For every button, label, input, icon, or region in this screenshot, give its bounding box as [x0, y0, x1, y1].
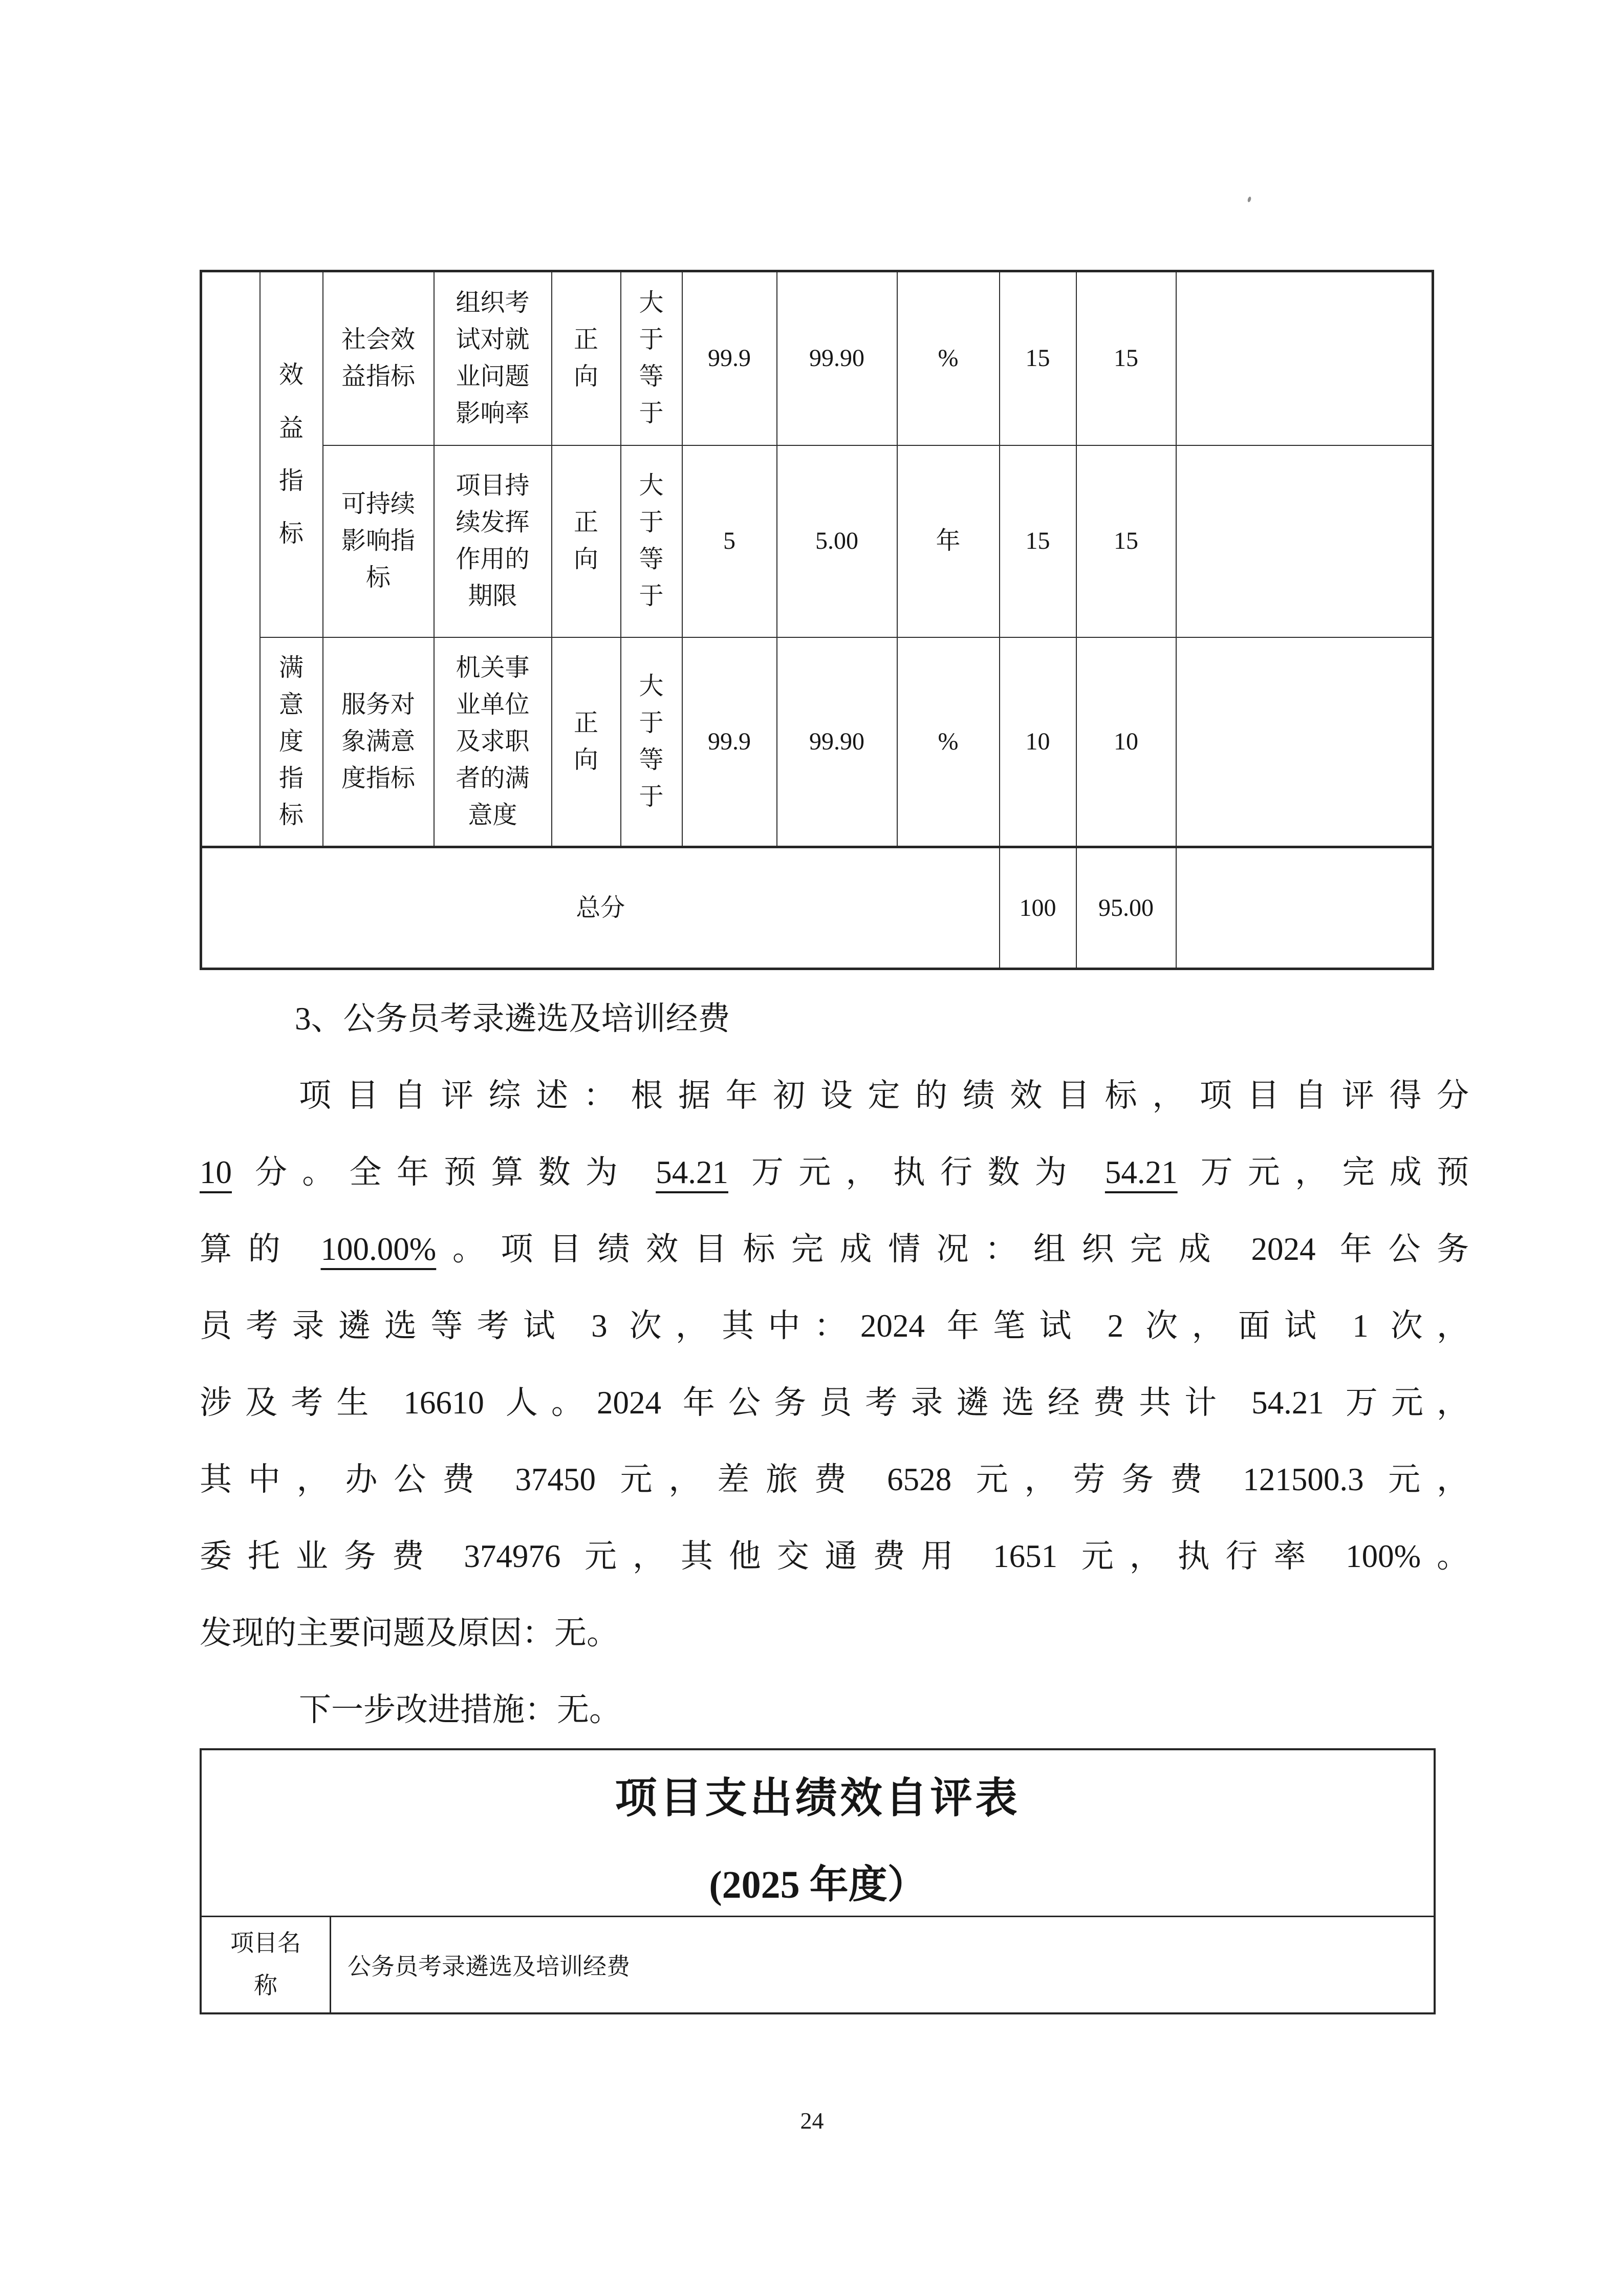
actual-value-cell: 99.90	[777, 637, 897, 847]
actual-value-cell: 99.90	[777, 271, 897, 445]
indicator-table	[200, 270, 1434, 970]
target-value-cell: 99.9	[682, 637, 777, 847]
weight-cell: 15	[1000, 271, 1076, 445]
paragraph-line: 委托业务费 374976 元，其他交通费用 1651 元，执行率 100%。	[200, 1538, 1469, 1574]
comparison-cell: 大于等于	[621, 445, 682, 637]
weight-cell: 10	[1000, 637, 1076, 847]
paragraph-line: 涉及考生 16610 人。2024 年公务员考录遴选经费共计 54.21 万元，	[200, 1385, 1469, 1421]
underlined-value: 100.00%	[320, 1231, 437, 1267]
project-name-row	[202, 1916, 1434, 2012]
indicator-name-cell: 组织考试对就业问题影响率	[434, 271, 552, 445]
comparison-cell: 大于等于	[621, 271, 682, 445]
direction-cell: 正向	[552, 637, 621, 847]
unit-cell: %	[897, 637, 1000, 847]
unit-cell: %	[897, 271, 1000, 445]
form-title: 项目支出绩效自评表	[615, 1775, 1021, 1821]
category-cell: 效益指标	[260, 271, 323, 637]
actual-value-cell: 5.00	[777, 445, 897, 637]
indicator-type-cell: 可持续影响指标	[323, 445, 434, 637]
page-number: 24	[800, 2108, 824, 2134]
underlined-value: 54.21	[656, 1154, 728, 1190]
score-cell: 15	[1076, 445, 1176, 637]
section-heading: 3、公务员考录遴选及培训经费	[295, 1001, 730, 1037]
category-cell: 满意度指标	[260, 637, 323, 847]
indicator-name-cell: 项目持续发挥作用的期限	[434, 445, 552, 637]
indicator-type-cell: 社会效益指标	[323, 271, 434, 445]
narrative-text-block	[200, 980, 1469, 1748]
table-row	[201, 637, 1433, 847]
note-cell	[1176, 847, 1433, 969]
paragraph-line: 10 分。全年预算数为 54.21 万元，执行数为 54.21 万元，完成预	[200, 1154, 1469, 1190]
paragraph-line: 算的 100.00%。项目绩效目标完成情况：组织完成 2024 年公务	[200, 1231, 1469, 1267]
form-subtitle: (2025 年度）	[709, 1863, 926, 1906]
underlined-value: 10	[200, 1154, 232, 1190]
table-row	[201, 271, 1433, 445]
total-score-cell: 95.00	[1076, 847, 1176, 969]
indicator-type-cell: 服务对象满意度指标	[323, 637, 434, 847]
direction-cell: 正向	[552, 445, 621, 637]
table-row	[201, 445, 1433, 637]
underlined-value: 54.21	[1105, 1154, 1178, 1190]
total-row	[201, 847, 1433, 969]
indicator-name-cell: 机关事业单位及求职者的满意度	[434, 637, 552, 847]
project-name-value-cell: 公务员考录遴选及培训经费	[348, 1954, 630, 1980]
blank-level1-cell	[201, 271, 260, 847]
paragraph-line: 员考录遴选等考试 3 次，其中：2024 年笔试 2 次，面试 1 次，	[200, 1308, 1469, 1344]
total-label-cell: 总分	[201, 847, 1000, 969]
unit-cell: 年	[897, 445, 1000, 637]
score-cell: 10	[1076, 637, 1176, 847]
comparison-cell: 大于等于	[621, 637, 682, 847]
note-cell	[1176, 445, 1433, 637]
project-name-label-cell: 项目名称	[202, 1917, 331, 2012]
target-value-cell: 5	[682, 445, 777, 637]
paragraph-line: 其中，办公费 37450 元，差旅费 6528 元，劳务费 121500.3 元，	[200, 1462, 1469, 1497]
paragraph-line: 项目自评综述：根据年初设定的绩效目标，项目自评得分	[299, 1078, 1469, 1113]
note-cell	[1176, 271, 1433, 445]
paragraph-line: 发现的主要问题及原因：无。	[200, 1615, 619, 1651]
total-weight-cell: 100	[1000, 847, 1076, 969]
direction-cell: 正向	[552, 271, 621, 445]
paragraph-line: 下一步改进措施：无。	[299, 1692, 621, 1728]
note-cell	[1176, 637, 1433, 847]
self-evaluation-form-box	[200, 1748, 1436, 2014]
score-cell: 15	[1076, 271, 1176, 445]
scan-speck-artifact	[1247, 196, 1251, 202]
target-value-cell: 99.9	[682, 271, 777, 445]
weight-cell: 15	[1000, 445, 1076, 637]
